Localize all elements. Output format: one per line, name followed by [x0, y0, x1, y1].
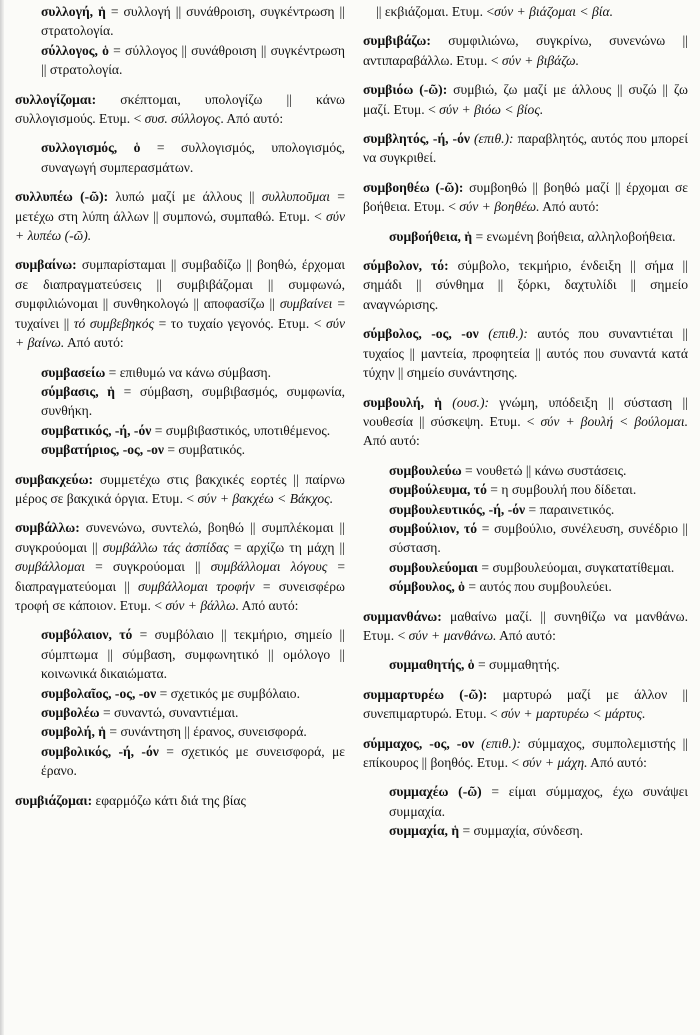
sub-definition: = σχετικός με συνεισφορά, με έρανο.	[41, 743, 346, 779]
sub-definition: = συμβατικός.	[163, 442, 246, 458]
right-column	[363, 2, 688, 851]
italic-term: (επιθ.):	[488, 326, 528, 342]
sub-entry	[363, 480, 688, 499]
definition-text	[479, 326, 489, 341]
dictionary-entry	[363, 80, 688, 119]
sub-entry	[15, 703, 345, 722]
sub-definition: = σχετικός με συμβόλαιο.	[156, 685, 300, 701]
headword: συμμαρτυρέω (-ῶ):	[363, 686, 488, 702]
sub-entry	[363, 461, 688, 480]
italic-term: (επιθ.):	[481, 735, 521, 751]
headword: συλλογίζομαι:	[15, 91, 97, 107]
dictionary-entry	[15, 518, 345, 615]
sub-definition: = η συμβουλή που δίδεται.	[486, 482, 637, 498]
sub-entry	[15, 722, 345, 741]
headword: συμβιβάζω:	[363, 33, 431, 49]
sub-headword: συμβολέω	[41, 705, 100, 720]
sub-headword: σύμβασις, ἡ	[41, 383, 115, 399]
sub-headword: σύλλογος, ὁ	[41, 42, 109, 58]
left-column	[15, 2, 345, 820]
sub-headword: συμβοήθεια, ἡ	[389, 228, 473, 244]
sub-definition: = συνάντηση || έρανος, συνεισφορά.	[106, 724, 307, 740]
headword: συμβαίνω:	[15, 257, 77, 273]
definition-text: παραβλητός, αυτός που μπορεί να συγκριθεί.	[363, 131, 689, 166]
dictionary-entry	[15, 791, 345, 810]
sub-entry	[15, 684, 345, 703]
definition-text: συμφιλιώνω, συγκρίνω, συνενώνω || αντιπαραβάλλω. Ετυμ. <	[363, 33, 688, 68]
definition-text: = διαπραγματεύομαι ||	[15, 559, 345, 594]
sub-entry	[363, 577, 688, 596]
definition-text: = μετέχω στη λύπη άλλων || συμπονώ, συμπαθώ. Ετυμ. <	[15, 189, 345, 224]
page-spine-shadow	[0, 0, 4, 1035]
italic-term: σύν + βιόω < βίος.	[439, 101, 544, 117]
italic-term: τό συμβεβηκός	[73, 315, 155, 331]
italic-term: συσ. σύλλογος	[144, 111, 221, 127]
dictionary-entry	[363, 256, 688, 314]
italic-term: σύν + μαρτυρέω < μάρτυς.	[501, 706, 646, 722]
sub-definition: = αυτός που συμβουλεύει.	[464, 579, 612, 595]
sub-headword: συμβουλεύομαι	[389, 559, 479, 575]
definition-text: συμβιώ, ζω μαζί με άλλους || συζώ || ζω μαζί. Ετυμ. <	[363, 82, 688, 117]
sub-entry	[363, 558, 688, 577]
headword: σύμβολος, -ος, -ον	[363, 326, 479, 342]
sub-definition: = συμβουλεύομαι, συγκατατίθεμαι.	[478, 559, 675, 575]
definition-text: σύμβολο, τεκμήριο, ένδειξη || σήμα || σημάδι || σύνθημα || ξόρκι, δαχτυλίδι || σημείο αναγνώρισης.	[363, 258, 688, 312]
sub-definition: = νουθετώ || κάνω συστάσεις.	[461, 462, 627, 478]
headword: συμβάλλω:	[15, 520, 80, 536]
sub-headword: συμβούλευμα, τό	[389, 482, 487, 498]
dictionary-entry	[363, 734, 688, 773]
sub-definition: = συλλογισμός, υπολογισμός, συναγωγή συμπερασμάτων.	[41, 140, 345, 175]
sub-headword: συμβολικός, -ή, -όν	[41, 743, 159, 759]
definition-text: λυπώ μαζί με άλλους ||	[108, 189, 262, 205]
definition-text: Από αυτό:	[539, 199, 599, 215]
definition-text: Από αυτό:	[239, 597, 299, 613]
italic-term: σύν + βιβάζω.	[501, 52, 580, 68]
sub-headword: συμμαχία, ἡ	[389, 823, 460, 839]
italic-term: (ουσ.):	[452, 394, 490, 410]
continued-entry	[363, 2, 688, 21]
definition-text: σκέπτομαι, υπολογίζω || κάνω συλλογισμούς. Ετυμ. <	[15, 91, 345, 127]
headword: συμβοηθέω (-ῶ):	[363, 179, 464, 195]
sub-headword: συμβουλεύω	[389, 462, 462, 478]
italic-term: συλλυποῦμαι	[261, 189, 331, 205]
sub-definition: = συμβούλιο, συνέλευση, συνέδριο || σύσταση.	[389, 520, 688, 556]
definition-text: = τυχαίνει ||	[15, 296, 345, 331]
dictionary-entry	[15, 470, 345, 509]
headword: συμβιάζομαι:	[15, 792, 93, 808]
dictionary-entry	[15, 187, 345, 245]
sub-headword: συμμαθητής, ὁ	[389, 657, 475, 673]
sub-headword: σύμβουλος, ὁ	[389, 579, 465, 595]
sub-headword: συμβολαῖος, -ος, -ον	[41, 685, 157, 701]
definition-text: || εκβιάζομαι. Ετυμ. <	[376, 4, 495, 19]
definition-text	[442, 395, 452, 410]
sub-entry	[15, 440, 345, 459]
definition-text: Από αυτό:	[587, 755, 647, 770]
sub-headword: συμβολή, ἡ	[41, 724, 107, 740]
definition-text: μαρτυρώ μαζί με άλλον || συνεπιμαρτυρώ. Ετυμ. <	[363, 686, 688, 722]
italic-term: σύν + μάχη.	[522, 755, 588, 770]
sub-definition: = είμαι σύμμαχος, έχω συνάψει συμμαχία.	[389, 784, 688, 819]
sub-definition: = συμβιβαστικός, υποτιθέμενος.	[151, 422, 331, 438]
sub-headword: συμβούλιον, τό	[389, 520, 478, 536]
dictionary-entry	[363, 129, 688, 168]
dictionary-entry	[15, 255, 345, 352]
headword: συλλυπέω (-ῶ):	[15, 189, 109, 205]
definition-text: Από αυτό:	[64, 335, 124, 351]
sub-headword: συλλογή, ἡ	[41, 4, 106, 19]
definition-text: εφαρμόζω κάτι διά της βίας	[92, 792, 246, 808]
sub-definition: = σύμβαση, συμβιβασμός, συμφωνία, συνθήκη.	[41, 383, 345, 419]
definition-text: Από αυτό:	[363, 433, 420, 449]
italic-term: (επιθ.):	[473, 131, 514, 147]
italic-term: συμβάλλομαι λόγους	[210, 559, 328, 575]
sub-entry	[15, 2, 345, 41]
sub-entry	[15, 363, 345, 382]
italic-term: σύν + βάλλω.	[165, 597, 240, 613]
italic-term: συμβάλλομαι τροφήν	[138, 578, 255, 594]
sub-entry	[15, 138, 345, 177]
sub-definition: = συλλογή || συνάθροιση, συγκέντρωση || στρατολογία.	[41, 4, 345, 39]
sub-entry	[363, 782, 688, 821]
italic-term: σύν + βοηθέω.	[459, 199, 540, 215]
headword: συμβουλή, ἡ	[363, 394, 442, 410]
definition-text: συμβοηθώ || βοηθώ μαζί || έρχομαι σε βοήθεια. Ετυμ. <	[363, 179, 688, 215]
sub-headword: συμβόλαιον, τό	[41, 627, 133, 643]
sub-headword: συμμαχέω (-ῶ)	[389, 784, 482, 800]
dictionary-entry	[15, 90, 345, 129]
sub-headword: συμβασείω	[41, 364, 106, 380]
sub-definition: = ενωμένη βοήθεια, αλληλοβοήθεια.	[472, 228, 676, 244]
dictionary-entry	[363, 607, 688, 646]
definition-text: γνώμη, υπόδειξη || σύσταση || νουθεσία || σύσκεψη. Ετυμ. <	[363, 394, 688, 429]
sub-entry	[363, 519, 688, 558]
italic-term: συμβαίνει	[279, 296, 333, 312]
sub-entry	[363, 821, 688, 840]
sub-entry	[15, 41, 345, 80]
definition-text: αυτός που συναντιέται || τυχαίος || μαντεία, προφητεία || αυτός που συναντά κατά τύχην || σημείο συνάντησης.	[363, 326, 688, 381]
sub-definition: = σύλλογος || συνάθροιση || συγκέντρωση || στρατολογία.	[41, 42, 345, 78]
italic-term: σύν + βιάζομαι < βία.	[494, 4, 614, 19]
sub-definition: = επιθυμώ να κάνω σύμβαση.	[105, 364, 272, 380]
definition-text: συμμετέχω στις βακχικές εορτές || παίρνω μέρος σε βακχικά όργια. Ετυμ. <	[15, 471, 345, 506]
sub-definition: = συμμαχία, σύνδεση.	[459, 823, 584, 839]
sub-entry	[363, 227, 688, 246]
italic-term: σύν + βαίνω.	[15, 315, 345, 351]
headword: σύμβολον, τό:	[363, 258, 449, 274]
headword: συμβλητός, -ή, -όν	[363, 131, 470, 147]
italic-term: σύν + μανθάνω.	[408, 627, 497, 643]
definition-text: μαθαίνω μαζί. || συνηθίζω να μανθάνω. Ετυμ. <	[363, 608, 688, 643]
italic-term: συμβάλλω τάς ἀσπίδας	[102, 539, 229, 555]
headword: συμβακχεύω:	[15, 471, 94, 487]
dictionary-entry	[363, 393, 688, 451]
sub-definition: = συναντώ, συναντιέμαι.	[99, 705, 239, 720]
sub-headword: συλλογισμός, ὁ	[41, 140, 141, 156]
definition-text: . Από αυτό:	[220, 111, 284, 127]
definition-text: = συγκρούομαι ||	[84, 559, 211, 575]
definition-text: συνενώνω, συντελώ, βοηθώ || συμπλέκομαι || συγκρούομαι ||	[15, 520, 345, 555]
italic-term: συμβάλλομαι	[15, 559, 85, 575]
headword: συμβιόω (-ῶ):	[363, 82, 448, 98]
italic-term: σύν + βακχέω < Βάκχος.	[197, 490, 334, 506]
italic-term: σύν + λυπέω (-ῶ).	[15, 208, 345, 244]
sub-entry	[363, 500, 688, 519]
sub-entry	[15, 625, 345, 683]
definition-text: = συνεισφέρω τροφή σε κάποιον. Ετυμ. <	[15, 578, 345, 613]
sub-entry	[363, 655, 688, 674]
sub-headword: συμβουλευτικός, -ή, -όν	[389, 501, 526, 517]
headword: συμμανθάνω:	[363, 608, 442, 624]
dictionary-entry	[363, 685, 688, 724]
definition-text: = το τυχαίο γεγονός. Ετυμ. <	[154, 315, 326, 331]
italic-term: σύν + βουλή < βούλομαι.	[540, 413, 688, 429]
sub-entry	[15, 382, 345, 421]
sub-entry	[15, 742, 345, 781]
sub-definition: = παραινετικός.	[525, 501, 615, 517]
definition-text: Από αυτό:	[496, 627, 556, 643]
sub-definition: = συμβόλαιο || τεκμήριο, σημείο || σύμπτωμα || σύμβαση, συμφωνητικό || ομόλογο || κοινωνικά δικαιώματα.	[41, 627, 345, 682]
definition-text: σύμμαχος, συμπολεμιστής || επίκουρος || βοηθός. Ετυμ. <	[363, 735, 689, 770]
dictionary-entry	[363, 178, 688, 217]
definition-text: = αρχίζω τη μάχη ||	[228, 539, 345, 555]
dictionary-entry	[363, 31, 688, 70]
sub-headword: συμβατήριος, -ος, -ον	[41, 442, 164, 458]
sub-headword: συμβατικός, -ή, -όν	[41, 422, 152, 438]
sub-definition: = συμμαθητής.	[474, 657, 560, 673]
definition-text: συμπαρίσταμαι || συμβαδίζω || βοηθώ, έρχομαι σε διαπραγματεύσεις || συμβιβάζομαι || συμφωνώ, συμφιλιώνομαι || συνθηκολογώ || αποφασίζω ||	[15, 257, 345, 312]
headword: σύμμαχος, -ος, -ον	[363, 735, 475, 751]
sub-entry	[15, 421, 345, 440]
dictionary-entry	[363, 324, 688, 382]
